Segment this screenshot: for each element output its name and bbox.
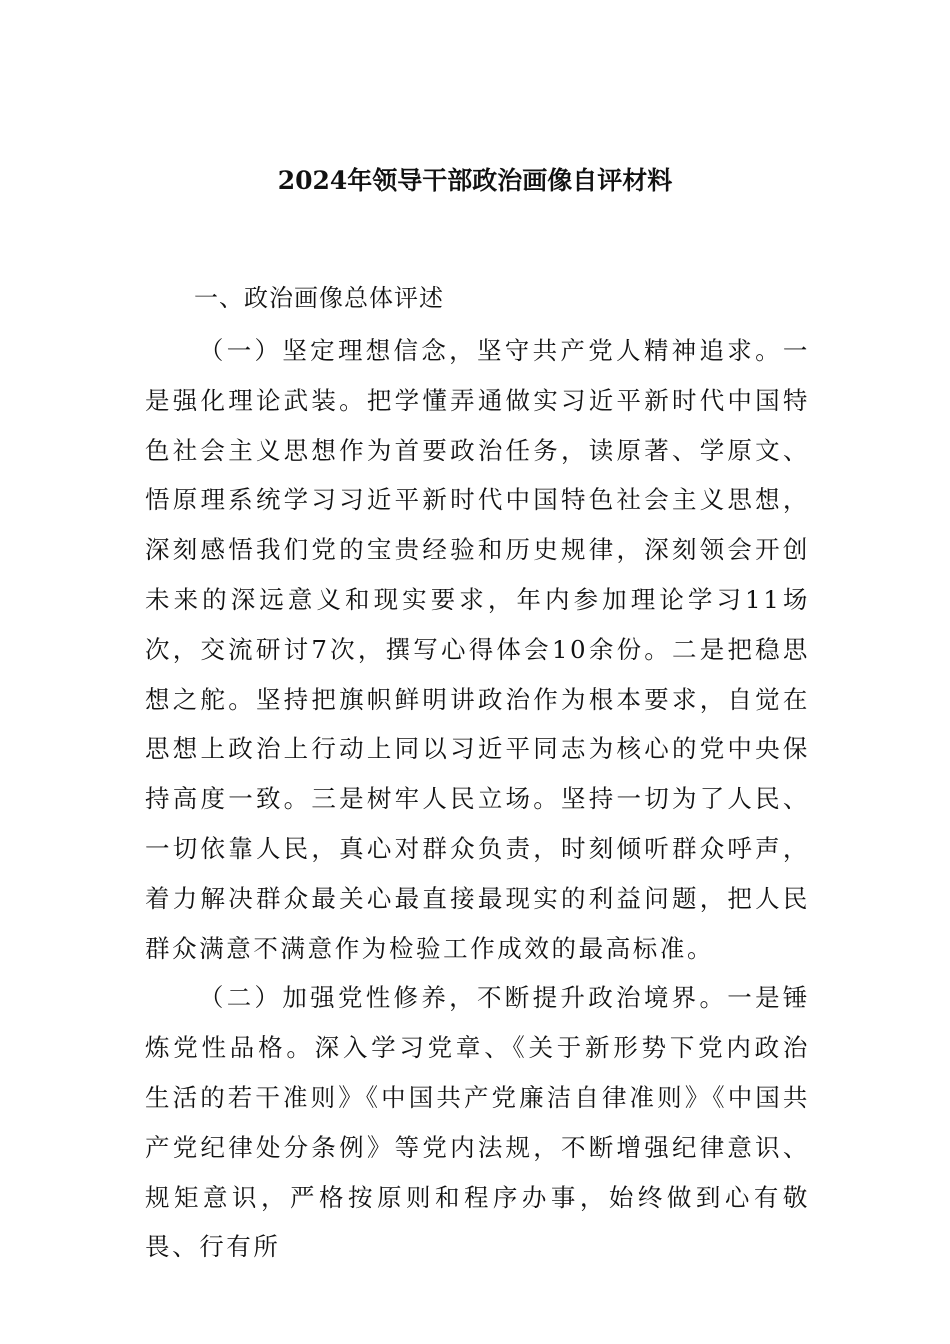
body-text	[145, 326, 810, 1272]
paragraph-1: （一）坚定理想信念，坚守共产党人精神追求。一是强化理论武装。把学懂弄通做实习近平新时代中国特色社会主义思想作为首要政治任务，读原著、学原文、悟原理系统学习习近平新时代中国特色社会主义思想，深刻感悟我们党的宝贵经验和历史规律，深刻领会开创未来的深远意义和现实要求，年内参加理论学习11场次，交流研讨7次，撰写心得体会10余份。二是把稳思想之舵。坚持把旗帜鲜明讲政治作为根本要求，自觉在思想上政治上行动上同以习近平同志为核心的党中央保持高度一致。三是树牢人民立场。坚持一切为了人民、一切依靠人民，真心对群众负责，时刻倾听群众呼声，着力解决群众最关心最直接最现实的利益问题，把人民群众满意不满意作为检验工作成效的最高标准。	[145, 336, 810, 963]
paragraph-2: （二）加强党性修养，不断提升政治境界。一是锤炼党性品格。深入学习党章、《关于新形势下党内政治生活的若干准则》《中国共产党廉洁自律准则》《中国共产党纪律处分条例》等党内法规，不断增强纪律意识、规矩意识，严格按原则和程序办事，始终做到心有敬畏、行有所	[145, 983, 810, 1262]
document-title: 2024年领导干部政治画像自评材料	[277, 166, 673, 195]
section-heading: 一、政治画像总体评述	[194, 284, 444, 312]
